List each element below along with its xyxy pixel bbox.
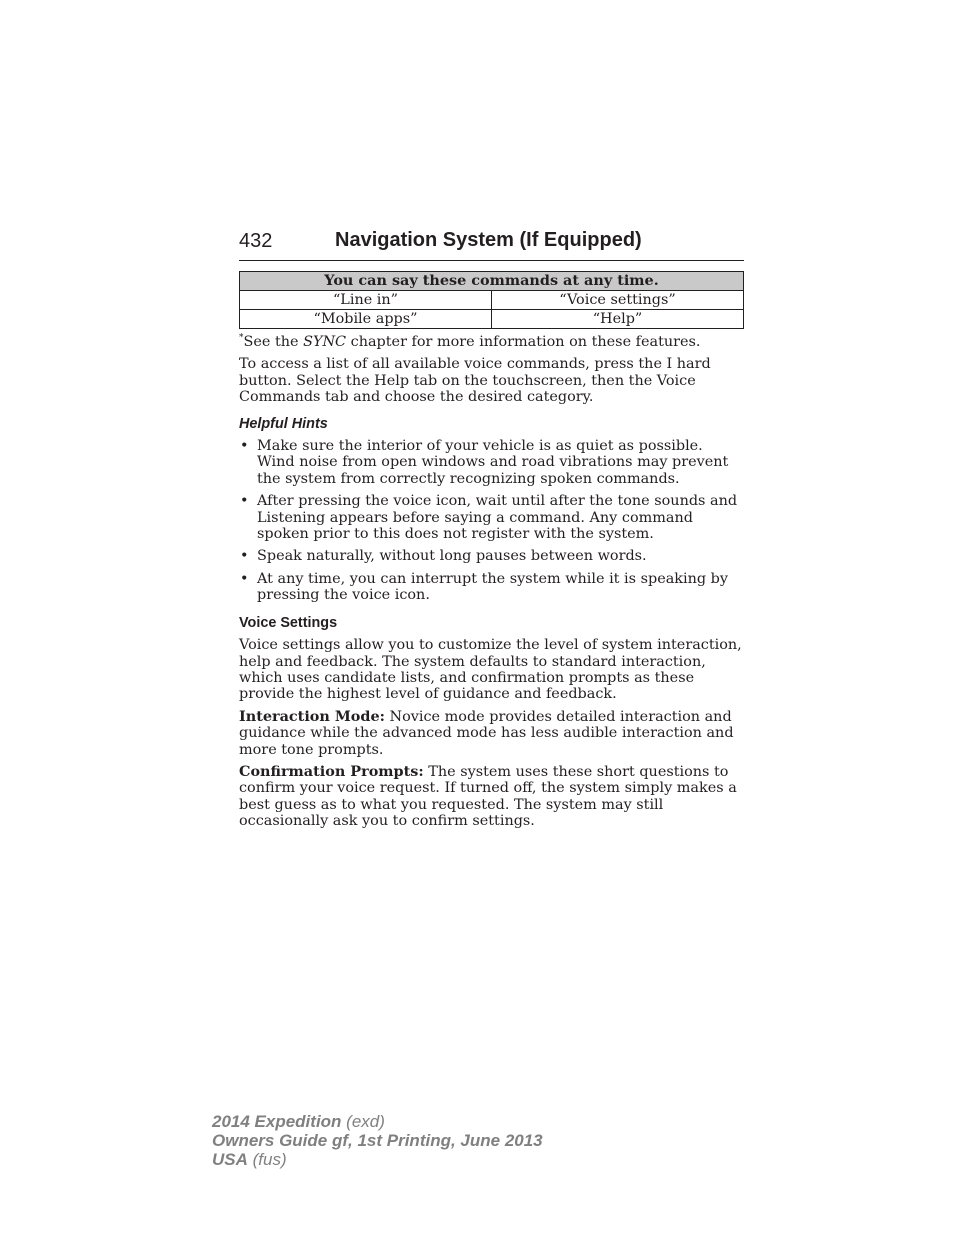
list-item: [239, 548, 744, 564]
helpful-hints-heading: Helpful Hints: [239, 415, 328, 432]
bullet-icon: •: [240, 548, 249, 565]
list-item: [239, 438, 744, 487]
page-number: 432: [239, 230, 273, 252]
list-item-text: At any time, you can interrupt the system while it is speaking by pressing the voice icon.: [257, 570, 729, 604]
interaction-mode-paragraph: [239, 709, 744, 758]
list-item: [239, 571, 744, 604]
bullet-icon: •: [240, 493, 249, 510]
footnote-text-end: chapter for more information on these features.: [346, 334, 701, 350]
helpful-hints-list: [239, 438, 744, 604]
list-item-text: Speak naturally, without long pauses between words.: [257, 548, 647, 565]
list-item-text: Make sure the interior of your vehicle is as quiet as possible. Wind noise from open windows and road vibrations may prevent the system from correctly recognizing spoken commands.: [257, 438, 729, 487]
page-content: [239, 271, 744, 830]
list-item: [239, 493, 744, 542]
footer-line-printing: Owners Guide gf, 1st Printing, June 2013: [212, 1131, 543, 1150]
page-title: Navigation System (If Equipped): [335, 229, 642, 251]
footnote-emphasis: SYNC: [303, 334, 347, 350]
footer-market-name: USA: [212, 1150, 248, 1169]
footnote-text: See the: [243, 334, 304, 350]
footer-market-code: (fus): [247, 1150, 287, 1169]
footnote-marker: *: [239, 333, 244, 343]
footer-line-market: [212, 1150, 543, 1169]
bullet-icon: •: [240, 570, 249, 587]
confirmation-prompts-text: The system uses these short questions to confirm your voice request. If turned off, the system simply makes a best guess as to what you requested. The system may still occasionally ask you to confirm settings.: [239, 763, 737, 830]
confirmation-prompts-paragraph: [239, 764, 744, 830]
footer-model-code: (exd): [341, 1112, 385, 1131]
voice-settings-heading: Voice Settings: [239, 614, 338, 631]
table-row: [240, 310, 744, 329]
table-cell: “Line in”: [240, 291, 492, 310]
interaction-mode-text: Novice mode provides detailed interaction and guidance while the advanced mode has less audible interaction and more tone prompts.: [239, 708, 734, 758]
confirmation-prompts-term: Confirmation Prompts:: [239, 762, 424, 780]
table-heading: You can say these commands at any time.: [240, 272, 744, 291]
footer-model-name: 2014 Expedition: [212, 1112, 342, 1131]
footer-line-model: [212, 1112, 543, 1131]
table-cell: “Voice settings”: [492, 291, 744, 310]
interaction-mode-term: Interaction Mode:: [239, 707, 385, 725]
intro-paragraph: To access a list of all available voice commands, press the I hard button. Select the Help tab on the touchscreen, then the Voice Commands tab and choose the desired category.: [239, 356, 711, 406]
table-cell: “Help”: [492, 310, 744, 329]
voice-settings-paragraph: Voice settings allow you to customize the level of system interaction, help and feedback. The system defaults to standard interaction, which uses candidate lists, and confirmation prompts as these provide the highest level of guidance and feedback.: [239, 637, 742, 703]
table-row: [240, 291, 744, 310]
table-cell: “Mobile apps”: [240, 310, 492, 329]
page-footer: [212, 1112, 543, 1169]
footnote: [239, 334, 744, 350]
voice-commands-table: [239, 271, 744, 329]
list-item-text: After pressing the voice icon, wait until after the tone sounds and Listening appears before saying a command. Any command spoken prior to this does not register with the system.: [257, 493, 738, 543]
page-header: [239, 228, 744, 261]
bullet-icon: •: [240, 438, 249, 455]
